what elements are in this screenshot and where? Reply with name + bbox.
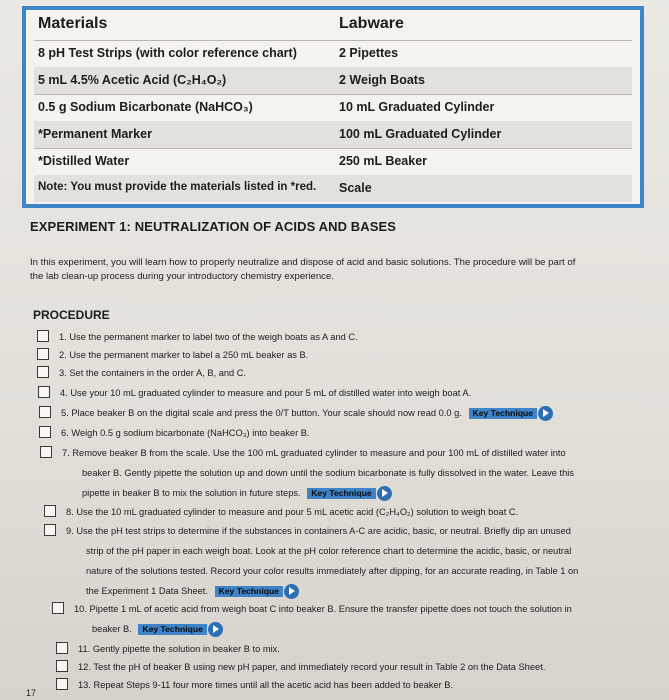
step-text-wrap — [82, 484, 376, 503]
step-checkbox[interactable] — [38, 386, 50, 398]
key-technique-label: Key Technique — [472, 408, 533, 419]
step-text: 13. Repeat Steps 9-11 four more times until all the acetic acid has been added to beaker B. — [78, 680, 454, 690]
experiment-title: EXPERIMENT 1: NEUTRALIZATION OF ACIDS AND BASES — [30, 219, 397, 234]
step-text: strip of the pH paper in each weigh boat. Look at the pH color reference chart to determine the acidic, basic, or neutral — [86, 546, 572, 556]
labware-header: Labware — [339, 15, 404, 32]
step-text: 7. Remove beaker B from the scale. Use the 100 mL graduated cylinder to measure and pour 100 mL of distilled water into — [62, 448, 566, 458]
material-item: 8 pH Test Strips (with color reference chart) — [38, 46, 297, 60]
step-text: 12. Test the pH of beaker B using new pH paper, and immediately record your result in Table 2 on the Data Sheet. — [78, 662, 546, 672]
page-number: 17 — [26, 688, 37, 698]
intro-line: the lab clean-up process during your introductory chemistry experience. — [30, 271, 334, 282]
step-checkbox[interactable] — [40, 446, 52, 458]
key-technique-label: Key Technique — [311, 488, 372, 499]
step-text: pipette in beaker B to mix the solution in future steps. — [82, 488, 301, 498]
step-text: 11. Gently pipette the solution in beaker B to mix. — [78, 644, 280, 654]
material-item: 5 mL 4.5% Acetic Acid (C₂H₄O₂) — [38, 73, 227, 87]
step-text: 9. Use the pH test strips to determine if the substances in containers A-C are acidic, basic, or neutral. Briefly dip an unused — [66, 526, 571, 536]
procedure-heading: PROCEDURE — [33, 308, 110, 322]
table-row — [34, 148, 632, 176]
labware-item: 2 Weigh Boats — [339, 73, 425, 87]
step-text: 6. Weigh 0.5 g sodium bicarbonate (NaHCO₃) into beaker B. — [61, 428, 310, 438]
step-text: 5. Place beaker B on the digital scale and press the 0/T button. Your scale should now read 0.0 g. — [61, 408, 462, 418]
step-checkbox[interactable] — [39, 426, 51, 438]
material-item: 0.5 g Sodium Bicarbonate (NaHCO₃) — [38, 100, 253, 114]
labware-item: 100 mL Graduated Cylinder — [339, 127, 502, 141]
play-arrow-icon — [208, 622, 223, 637]
labware-item: 250 mL Beaker — [339, 154, 428, 168]
material-item: *Permanent Marker — [38, 127, 152, 141]
step-checkbox[interactable] — [56, 642, 68, 654]
step-checkbox[interactable] — [37, 348, 49, 360]
table-row — [34, 40, 632, 68]
intro-line: In this experiment, you will learn how to properly neutralize and dispose of acid and basic solutions. The procedure will be part of — [30, 257, 576, 268]
step-text-wrap — [92, 620, 207, 639]
step-text: 2. Use the permanent marker to label a 250 mL beaker as B. — [59, 350, 309, 360]
table-row — [34, 175, 632, 202]
step-text: 8. Use the 10 mL graduated cylinder to measure and pour 5 mL acetic acid (C₂H₄O₂) solution to weigh boat C. — [66, 507, 519, 517]
step-checkbox[interactable] — [56, 660, 68, 672]
key-technique-label: Key Technique — [142, 624, 203, 635]
key-technique-button[interactable] — [138, 624, 207, 635]
step-text: nature of the solutions tested. Record your color results immediately after dipping, for an accurate reading, in Table 1 on — [86, 566, 579, 576]
play-arrow-icon — [538, 406, 553, 421]
step-text: the Experiment 1 Data Sheet. — [86, 586, 208, 596]
intro-paragraph — [30, 256, 630, 284]
table-header-row — [34, 10, 632, 41]
key-technique-label: Key Technique — [218, 586, 280, 597]
play-arrow-icon — [284, 584, 299, 599]
play-arrow-icon — [377, 486, 392, 501]
materials-note: Note: You must provide the materials listed in *red. — [38, 181, 317, 193]
step-text: beaker B. — [92, 624, 132, 634]
labware-item: 10 mL Graduated Cylinder — [339, 100, 495, 114]
step-text: 4. Use your 10 mL graduated cylinder to measure and pour 5 mL of distilled water into weigh boat A. — [60, 388, 472, 398]
materials-header: Materials — [38, 15, 108, 32]
step-checkbox[interactable] — [44, 505, 56, 517]
labware-item: Scale — [339, 181, 372, 195]
step-checkbox[interactable] — [52, 602, 64, 614]
table-row — [34, 121, 632, 149]
step-text: 10. Pipette 1 mL of acetic acid from weigh boat C into beaker B. Ensure the transfer pipette does not touch the solution in — [74, 604, 572, 614]
step-text-wrap — [61, 404, 537, 423]
materials-labware-table — [22, 6, 644, 208]
step-checkbox[interactable] — [44, 524, 56, 536]
step-text-wrap — [86, 582, 283, 601]
material-item: *Distilled Water — [38, 154, 130, 168]
step-text: 3. Set the containers in the order A, B, and C. — [59, 368, 247, 378]
key-technique-button[interactable] — [215, 586, 284, 597]
step-checkbox[interactable] — [37, 330, 49, 342]
step-checkbox[interactable] — [37, 366, 49, 378]
step-text: beaker B. Gently pipette the solution up and down until the sodium bicarbonate is fully dissolved in the water. Leave this — [82, 468, 574, 478]
key-technique-button[interactable] — [469, 408, 538, 419]
step-checkbox[interactable] — [56, 678, 68, 690]
table-row — [34, 67, 632, 95]
key-technique-button[interactable] — [307, 488, 376, 499]
table-row — [34, 94, 632, 122]
labware-item: 2 Pipettes — [339, 46, 399, 60]
step-checkbox[interactable] — [39, 406, 51, 418]
step-text: 1. Use the permanent marker to label two of the weigh boats as A and C. — [59, 332, 358, 342]
